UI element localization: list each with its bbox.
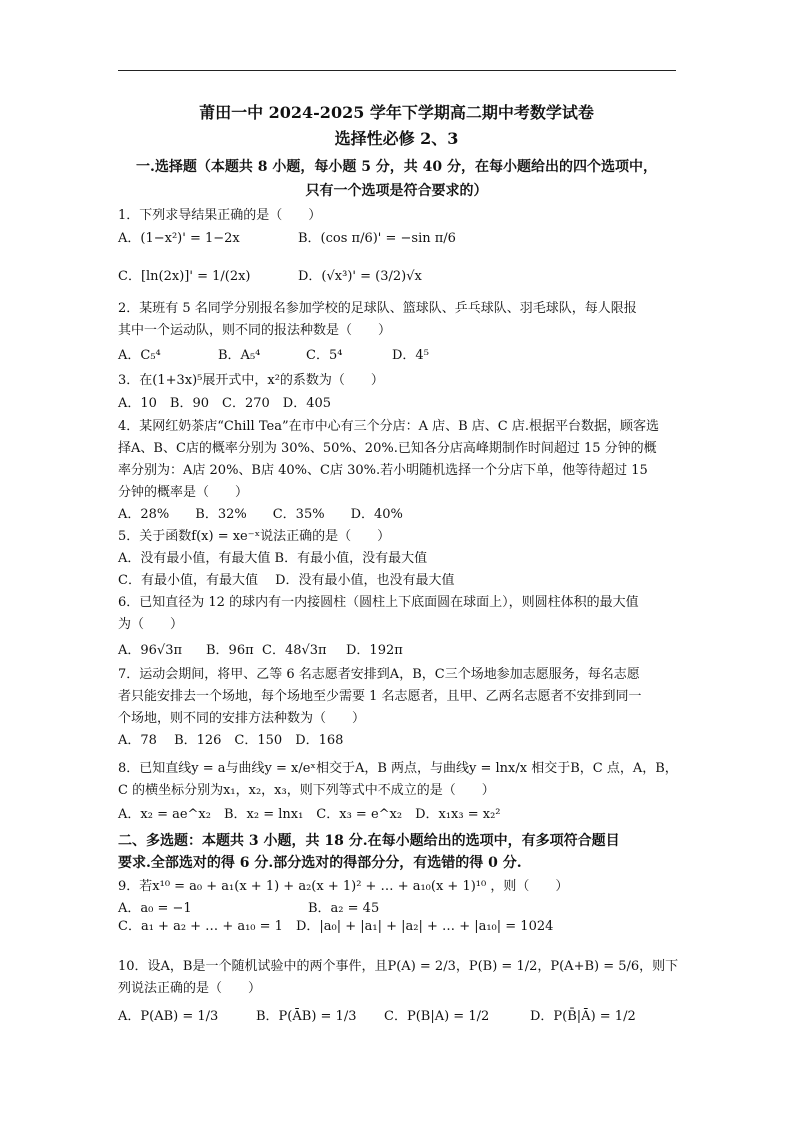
section1-heading-line2: 只有一个选项是符合要求的）	[305, 183, 488, 199]
question-7-line3: 个场地，则不同的安排方法种数为（ ）	[118, 711, 366, 726]
q7-options: A．78 B．126 C．150 D．168	[118, 733, 344, 748]
section2-heading-line1: 二、多选题：本题共 3 小题，共 18 分.在每小题给出的选项中，有多项符合题目	[118, 833, 620, 849]
q9-option-c: C．a₁ + a₂ + … + a₁₀ = 1	[118, 919, 283, 934]
question-7-line1: 7．运动会期间，将甲、乙等 6 名志愿者安排到A，B，C三个场地参加志愿服务，每名志愿	[118, 667, 640, 682]
question-4-line4: 分钟的概率是（ ）	[118, 485, 249, 500]
section1-heading-line1: 一.选择题（本题共 8 小题，每小题 5 分，共 40 分，在每小题给出的四个选项中，	[135, 159, 658, 175]
q6-option-a: A．96√3π	[118, 643, 183, 658]
question-5: 5．关于函数f(x) = xe⁻ˣ说法正确的是（ ）	[118, 529, 391, 544]
exam-title: 莆田一中 2024-2025 学年下学期高二期中考数学试卷	[199, 103, 594, 122]
question-8-line2: C 的横坐标分别为x₁，x₂，x₃，则下列等式中不成立的是（ ）	[118, 783, 495, 798]
q1-option-b: B．(cos π/6)' = −sin π/6	[298, 231, 456, 246]
q10-option-d: D．P(B̄|Ā) = 1/2	[530, 1009, 636, 1024]
q6-option-b: B．96π	[206, 643, 254, 658]
q5-options-line2: C．有最小值，有最大值 D．没有最小值，也没有最大值	[118, 573, 455, 588]
header-rule	[118, 70, 676, 71]
q2-option-a: A．C₅⁴	[118, 348, 161, 363]
q1-option-a: A．(1−x²)' = 1−2x	[118, 231, 240, 246]
question-2-line2: 其中一个运动队，则不同的报法种数是（ ）	[118, 323, 392, 338]
question-8-line1: 8．已知直线y = a与曲线y = x/eˣ相交于A，B 两点，与曲线y = lnx/x 相交于B，C 点，A，B，	[118, 761, 678, 776]
q10-option-b: B．P(ĀB) = 1/3	[256, 1009, 357, 1024]
q2-option-b: B．A₅⁴	[218, 348, 261, 363]
q5-options-line1: A．没有最小值，有最大值 B．有最小值，没有最大值	[118, 551, 428, 566]
question-10-line2: 列说法正确的是（ ）	[118, 981, 262, 996]
exam-subtitle: 选择性必修 2、3	[334, 129, 459, 148]
question-1: 1．下列求导结果正确的是（ ）	[118, 208, 322, 223]
q6-option-c: C．48√3π	[262, 643, 327, 658]
question-2-line1: 2．某班有 5 名同学分别报名参加学校的足球队、篮球队、乒乓球队、羽毛球队，每人限报	[118, 301, 637, 316]
q8-options: A．x₂ = ae^x₂ B．x₂ = lnx₁ C．x₃ = e^x₂ D．x₁x₃ = x₂²	[118, 807, 501, 822]
q2-option-c: C．5⁴	[306, 348, 343, 363]
q4-options: A．28% B．32% C．35% D．40%	[118, 507, 403, 522]
question-3: 3．在(1+3x)⁵展开式中，x²的系数为（ ）	[118, 373, 384, 388]
q9-option-d: D．|a₀| + |a₁| + |a₂| + … + |a₁₀| = 1024	[296, 919, 554, 934]
question-10-line1: 10．设A，B是一个随机试验中的两个事件，且P(A) = 2/3，P(B) = 1/2，P(A+B) = 5/6，则下	[118, 959, 679, 974]
question-6-line2: 为（ ）	[118, 617, 184, 632]
section2-heading-line2: 要求.全部选对的得 6 分.部分选对的得部分分，有选错的得 0 分.	[118, 855, 522, 871]
question-4-line2: 择A、B、C店的概率分别为 30%、50%、20%.已知各分店高峰期制作时间超过 15 分钟的概	[118, 441, 657, 456]
q6-option-d: D．192π	[346, 643, 403, 658]
question-4-line1: 4．某网红奶茶店“Chill Tea”在市中心有三个分店：A 店、B 店、C 店.根据平台数据，顾客选	[118, 419, 660, 434]
q10-option-c: C．P(B|A) = 1/2	[384, 1009, 490, 1024]
q9-option-b: B．a₂ = 45	[308, 901, 380, 916]
q1-option-d: D．(√x³)' = (3/2)√x	[298, 269, 422, 284]
q9-option-a: A．a₀ = −1	[118, 901, 192, 916]
q1-option-c: C．[ln(2x)]' = 1/(2x)	[118, 269, 251, 284]
q3-options: A．10 B．90 C．270 D．405	[118, 396, 332, 411]
q2-option-d: D．4⁵	[392, 348, 429, 363]
q10-option-a: A．P(AB) = 1/3	[118, 1009, 219, 1024]
question-6-line1: 6．已知直径为 12 的球内有一内接圆柱（圆柱上下底面圆在球面上），则圆柱体积的最大值	[118, 595, 639, 610]
question-7-line2: 者只能安排去一个场地，每个场地至少需要 1 名志愿者，且甲、乙两名志愿者不安排到同一	[118, 689, 642, 704]
question-9: 9．若x¹⁰ = a₀ + a₁(x + 1) + a₂(x + 1)² + … + a₁₀(x + 1)¹⁰ ，则（ ）	[118, 879, 569, 894]
question-4-line3: 率分别为：A店 20%、B店 40%、C店 30%.若小明随机选择一个分店下单，他等待超过 15	[118, 463, 648, 478]
